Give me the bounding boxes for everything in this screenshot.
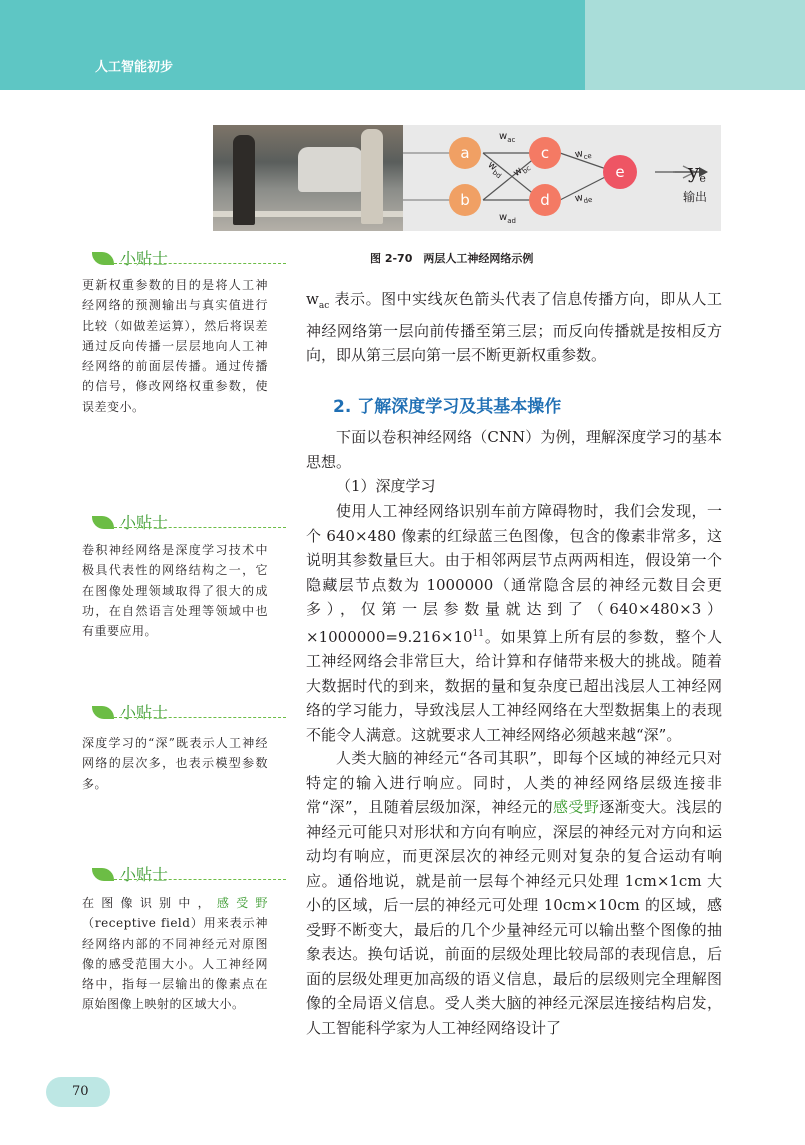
tip-title: 小贴士: [120, 703, 169, 722]
weight-bc: $w_{bc}$: [511, 164, 533, 179]
tip-divider: [114, 717, 286, 718]
tip-divider: [114, 263, 286, 264]
leaf-icon: [92, 252, 114, 265]
pedestrian-left: [233, 135, 255, 225]
weight-bd: $w_{bd}$: [485, 159, 503, 181]
output-symbol: $y_e$: [688, 159, 706, 185]
leaf-icon: [92, 516, 114, 529]
node-b-label: b: [460, 191, 470, 209]
subheading-deep-learning: （1）深度学习: [336, 477, 436, 495]
node-e-label: e: [615, 163, 625, 181]
term-receptive-field: 感受野: [553, 798, 600, 816]
tip-divider: [114, 879, 286, 880]
tip-body: 卷积神经网络是深度学习技术中极具代表性的网络结构之一，它在图像处理领域取得了很大的成功，在自然语言处理等领域中也有重要应用。: [82, 543, 268, 639]
car-shape: [298, 147, 363, 192]
weight-de: $w_{de}$: [574, 192, 593, 206]
tip-title: 小贴士: [120, 865, 169, 884]
term-receptive-field: 感受野: [216, 896, 268, 910]
tip-title: 小贴士: [120, 249, 169, 268]
figure-neural-network: [213, 125, 721, 231]
paragraph-params: 使用人工神经网络识别车前方障碍物时，我们会发现，一个 640×480 像素的红绿蓝三色图像，包含的像素非常多，这说明其参数量巨大。由于相邻两层节点两两相连，假设第一个隐藏层节点数为 1000000（通常隐含层的神经元数目会更多），仅第一层参数量就达到了$(640\times 480\times 3)\times 1000000=9.216\times 10^{11}$。如果算上所有层的参数，整个人工神经网络会非常巨大，给计算和存储带来极大的挑战。随着大数据时代的到来，数据的量和复杂度已超出浅层人工神经网络的学习能力，导致浅层人工神经网络在大型数据集上的表现不能令人满意。这就要求人工神经网络必须越来越“深”。: [306, 502, 722, 744]
node-c-label: c: [540, 144, 550, 162]
section-title: 2. 了解深度学习及其基本操作: [333, 397, 562, 417]
pedestrian-right: [361, 129, 383, 224]
page-number: 70: [72, 1084, 89, 1099]
tip-title: 小贴士: [120, 513, 169, 532]
output-label: 输出: [683, 190, 708, 204]
paragraph-intro: 下面以卷积神经网络（CNN）为例，理解深度学习的基本思想。: [306, 428, 722, 471]
tip-body: 深度学习的“深”既表示人工神经网络的层次多，也表示模型参数多。: [82, 736, 268, 791]
header-accent-block: [585, 0, 805, 90]
weight-ce: $w_{ce}$: [574, 148, 593, 162]
paragraph-brain: 人类大脑的神经元“各司其职”，即每个区域的神经元只对特定的输入进行响应。同时，人类的神经网络层级连接非常“深”，且随着层级加深，神经元的感受野逐渐变大。浅层的神经元可能只对形状和方向有响应，深层的神经元对方向和运动均有响应，而更深层次的神经元则对复杂的复合运动有响应。通俗地说，就是前一层每个神经元只处理 1cm×1cm 大小的区域，后一层的神经元可处理 10cm×10cm 的区域，感受野不断变大，最后的几个少量神经元可以输出整个图像的抽象表达。换句话说，前面的层级处理比较局部的表现信息，后面的层级处理更加高级的语义信息，最后的层级则完全理解图像的全局语义信息。受人类大脑的神经元深层连接结构启发，人工智能科学家为人工神经网络设计了: [306, 749, 722, 1037]
leaf-icon: [92, 868, 114, 881]
header-title: 人工智能初步: [95, 60, 174, 75]
network-diagram: [403, 125, 721, 231]
node-a-label: a: [460, 144, 470, 162]
weight-ac: $w_{ac}$: [499, 131, 516, 144]
page-header: [0, 0, 805, 90]
tip-body: 在图像识别中，感受野（receptive field）用来表示神经网络内部的不同神经元对原图像的感受范围大小。人工神经网络中，指每一层输出的像素点在原始图像上映射的区域大小。: [82, 896, 268, 1012]
node-d-label: d: [540, 191, 550, 209]
paragraph-backprop: $w_{ac}$ 表示。图中实线灰色箭头代表了信息传播方向，即从人工神经网络第一层向前传播至第三层；而反向传播就是按相反方向，即从第三层向第一层不断更新权重参数。: [306, 290, 722, 364]
weight-ad: $w_{ad}$: [499, 212, 516, 225]
tip-divider: [114, 527, 286, 528]
leaf-icon: [92, 706, 114, 719]
figure-caption: 图 2-70 两层人工神经网络示例: [370, 252, 534, 265]
tip-body: 更新权重参数的目的是将人工神经网络的预测输出与真实值进行比较（如做差运算），然后将误差通过反向传播一层层地向人工神经网络的前面层传播。通过传播的信号，修改网络权重参数，使误差变小。: [82, 278, 268, 414]
street-photo: [213, 125, 403, 231]
